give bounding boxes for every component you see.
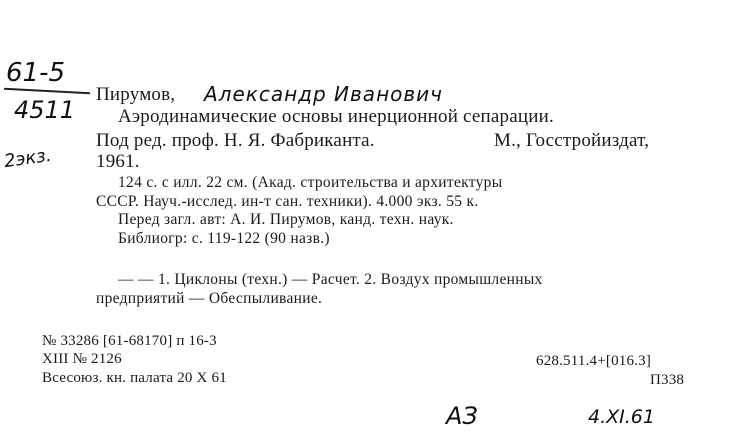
book-chamber-stamp: Всесоюз. кн. палата 20 X 61 — [42, 370, 227, 386]
handwritten-shelfmark-bottom: 4511 — [14, 96, 76, 124]
handwritten-name-completion: Александр Иванович — [204, 82, 443, 106]
shelfmark-divider — [4, 88, 90, 94]
collation-line-1: 124 с. с илл. 22 см. (Акад. строительства и архитектуры — [118, 174, 503, 191]
handwritten-bottom-code: АЗ — [446, 402, 478, 430]
publication-year: 1961. — [96, 151, 140, 172]
title-line-2: Под ред. проф. Н. Я. Фабриканта. — [96, 130, 375, 151]
subject-headings-line-1: — — 1. Циклоны (техн.) — Расчет. 2. Воздух промышленных — [118, 271, 543, 288]
udc-classification: 628.511.4+[016.3] — [536, 353, 652, 369]
handwritten-bottom-date: 4.XI.61 — [588, 406, 655, 428]
note-bibliography: Библиогр: с. 119-122 (90 назв.) — [118, 230, 330, 247]
note-author: Перед загл. авт: А. И. Пирумов, канд. техн. наук. — [118, 211, 454, 228]
handwritten-side-mark: 2экз. — [2, 144, 53, 173]
author-surname: Пирумов, — [96, 84, 176, 105]
subject-headings-line-2: предприятий — Обеспыливание. — [96, 290, 323, 307]
imprint: М., Госстройиздат, — [494, 130, 650, 151]
title-line-1: Аэродинамические основы инерционной сепарации. — [118, 106, 554, 127]
classification-code: П338 — [650, 372, 685, 388]
collation-line-2: СССР. Науч.-исслед. ин-т сан. техники). 4.000 экз. 55 к. — [96, 193, 479, 210]
series-number: XIII № 2126 — [42, 351, 122, 367]
record-number: № 33286 [61-68170] п 16-3 — [42, 333, 217, 349]
handwritten-shelfmark-top: 61-5 — [6, 58, 66, 88]
